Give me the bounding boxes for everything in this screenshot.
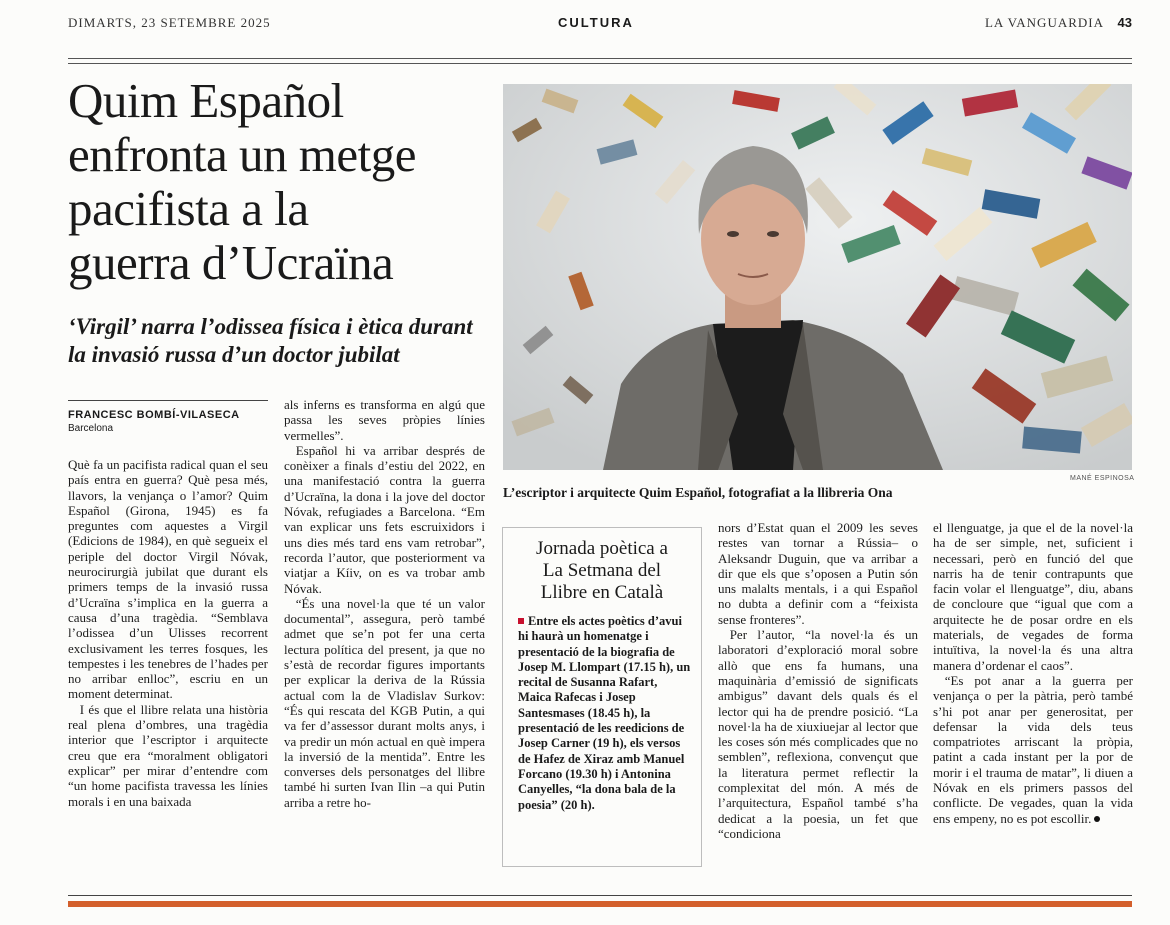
bottom-rule bbox=[68, 895, 1132, 896]
dateline-location: Barcelona bbox=[68, 423, 114, 434]
issue-date: DIMARTS, 23 SETEMBRE 2025 bbox=[68, 15, 271, 30]
page-number: 43 bbox=[1117, 15, 1132, 30]
paragraph: Español hi va arribar després de conèixer a finals d’estiu del 2022, en una manifestació contra la guerra d’Ucraïna, la dona i la jove del doctor Nóvak, refugiades a Barcelona. “Em van explicar uns fets escruixidors i uns dies més tard ens vam retrobar”, recorda l’autor, que posteriorment va viatjar a Kíiv, on es va trobar amb Nóvak. bbox=[284, 442, 485, 596]
sidebar-title bbox=[503, 538, 701, 604]
headline-line: enfronta un metge bbox=[68, 127, 416, 182]
headline-line: guerra d’Ucraïna bbox=[68, 235, 394, 290]
paragraph: Per l’autor, “la novel·la és un laboratori d’exploració moral sobre allò que ens fa humans, una maquinària d’emissió de significats ambigus” davant dels quals és el lector qui ha de prendre posició. “La novel·la ha de xiuxiuejar al lector que les coses són més complicades que no semblen”, reflexiona, convençut que la literatura permet reflectir la complexitat del món. A més de l’arquitectura, Español també s’ha dedicat a la poesia, un fet que “condiciona bbox=[718, 627, 918, 841]
sidebar-text: Entre els actes poètics d’avui hi haurà un homenatge i presentació de la biografia de Josep M. Llompart (17.15 h), un recital de Susanna Rafart, Maica Rafecas i Josep Santesmases (18.45 h), la presentació de les reedicions de Josep Carner (19 h), els versos de Hafez de Xiraz amb Manuel Forcano (19.30 h) i Antonina Canyelles, “la dona bala de la poesia” (20 h). bbox=[518, 614, 691, 812]
byline: FRANCESC BOMBÍ-VILASECA bbox=[68, 409, 240, 421]
subhead-line: la invasió russa d’un doctor jubilat bbox=[68, 342, 400, 367]
photo-illustration bbox=[503, 84, 1132, 470]
paragraph: als inferns es transforma en algú que passa les seves pròpies línies vermelles”. bbox=[284, 397, 485, 443]
sidebar-title-line: Llibre en Català bbox=[540, 582, 664, 603]
paragraph: I és que el llibre relata una història real plena d’ombres, una tragèdia interior que l’escriptor i arquitecte creu que era “moralment obligatori explicar” per mirar d’entendre com “un home pacifista travessa les línies morals i en una baixada bbox=[68, 701, 268, 809]
byline-rule bbox=[68, 400, 268, 401]
subheadline bbox=[68, 313, 488, 369]
top-rule-second bbox=[68, 63, 1132, 64]
article-column-1 bbox=[68, 457, 268, 809]
folio-line bbox=[68, 15, 1132, 33]
headline-line: pacifista a la bbox=[68, 181, 309, 236]
author-photo bbox=[503, 84, 1132, 470]
subhead-line: ‘Virgil’ narra l’odissea física i ètica durant bbox=[68, 314, 473, 339]
bottom-accent-bar bbox=[68, 901, 1132, 907]
section-name: CULTURA bbox=[558, 15, 634, 30]
end-mark-icon bbox=[1094, 816, 1100, 822]
photo-caption: L’escriptor i arquitecte Quim Español, fotografiat a la llibreria Ona bbox=[503, 485, 893, 500]
article-column-5 bbox=[933, 520, 1133, 826]
bullet-square-icon bbox=[518, 618, 524, 624]
sidebar-title-line: La Setmana del bbox=[542, 560, 662, 581]
paragraph: “És una novel·la que té un valor documental”, assegura, però també admet que se’n pot fer una certa lectura política del present, ja que no s’està de recordar figures importants per explicar la deriva de la Rússia actual com la de Vladislav Surkov: “És qui rescata del KGB Putin, a qui va fer d’assessor durant molts anys, i va predir un món actual en què impera la inversió de la mentida”. Entre les converses dels personatges del llibre també hi surten Ivan Ilin –a qui Putin arriba a retre ho- bbox=[284, 595, 485, 810]
sidebar-body bbox=[518, 614, 692, 813]
sidebar-box bbox=[502, 527, 702, 867]
paragraph: Què fa un pacifista radical quan el seu país entra en guerra? Què pesa més, llavors, la venjança o l’amor? Quim Español (Girona, 1945) es fa preguntes com aquestes a Virgil (Edicions de 1984), en què segueix el periple del doctor Virgil Nóvak, neurocirurgià jubilat que durant els primers temps de la invasió russa d’Ucraïna s’implica en la guerra a causa d’una tragèdia. “Semblava l’odissea d’un Ulisses recorrent exclusivament les terres fosques, les tempestes i les tenebres de l’hades per no arribar enlloc”, escriu en un moment determinat. bbox=[68, 457, 268, 702]
photo-credit: MANÉ ESPINOSA bbox=[1070, 475, 1135, 482]
article-column-4 bbox=[718, 520, 918, 841]
article-column-2 bbox=[284, 397, 485, 810]
sidebar-title-line: Jornada poètica a bbox=[536, 538, 668, 559]
headline-line: Quim Español bbox=[68, 73, 344, 128]
paragraph-text: “Es pot anar a la guerra per venjança o per la pàtria, però també s’hi pot anar per generositat, per defensar la vida dels teus compatriotes arriscant la pròpia, patint a cada instant per la por de morir i el trauma de matar”, li diuen a Nóvak en els primers passos del conflicte. De vegades, quan la vida ens empeny, no es pot escollir. bbox=[933, 672, 1133, 826]
paragraph: el llenguatge, ja que el de la novel·la ha de ser simple, net, suficient i necessari, però en funció del que narris ha de tenir contrapunts que facin volar el llenguatge”, diu, abans de concloure que “igual que com a arquitecte he de posar ordre en els materials, de vegades de forma intuïtiva, la novel·la és una altra manera d’ordenar el caos”. bbox=[933, 520, 1133, 673]
newspaper-name: LA VANGUARDIA bbox=[984, 15, 1104, 30]
paragraph: nors d’Estat quan el 2009 les seves restes van tornar a Rússia– o Aleksandr Duguin, que va arribar a dir que els que s’oposen a Putin són uns malalts mentals, i a qui Español no dubta a definir com a “feixista sense fronteres”. bbox=[718, 520, 918, 627]
top-rule bbox=[68, 58, 1132, 59]
headline bbox=[68, 74, 488, 290]
paragraph-last bbox=[933, 673, 1133, 826]
